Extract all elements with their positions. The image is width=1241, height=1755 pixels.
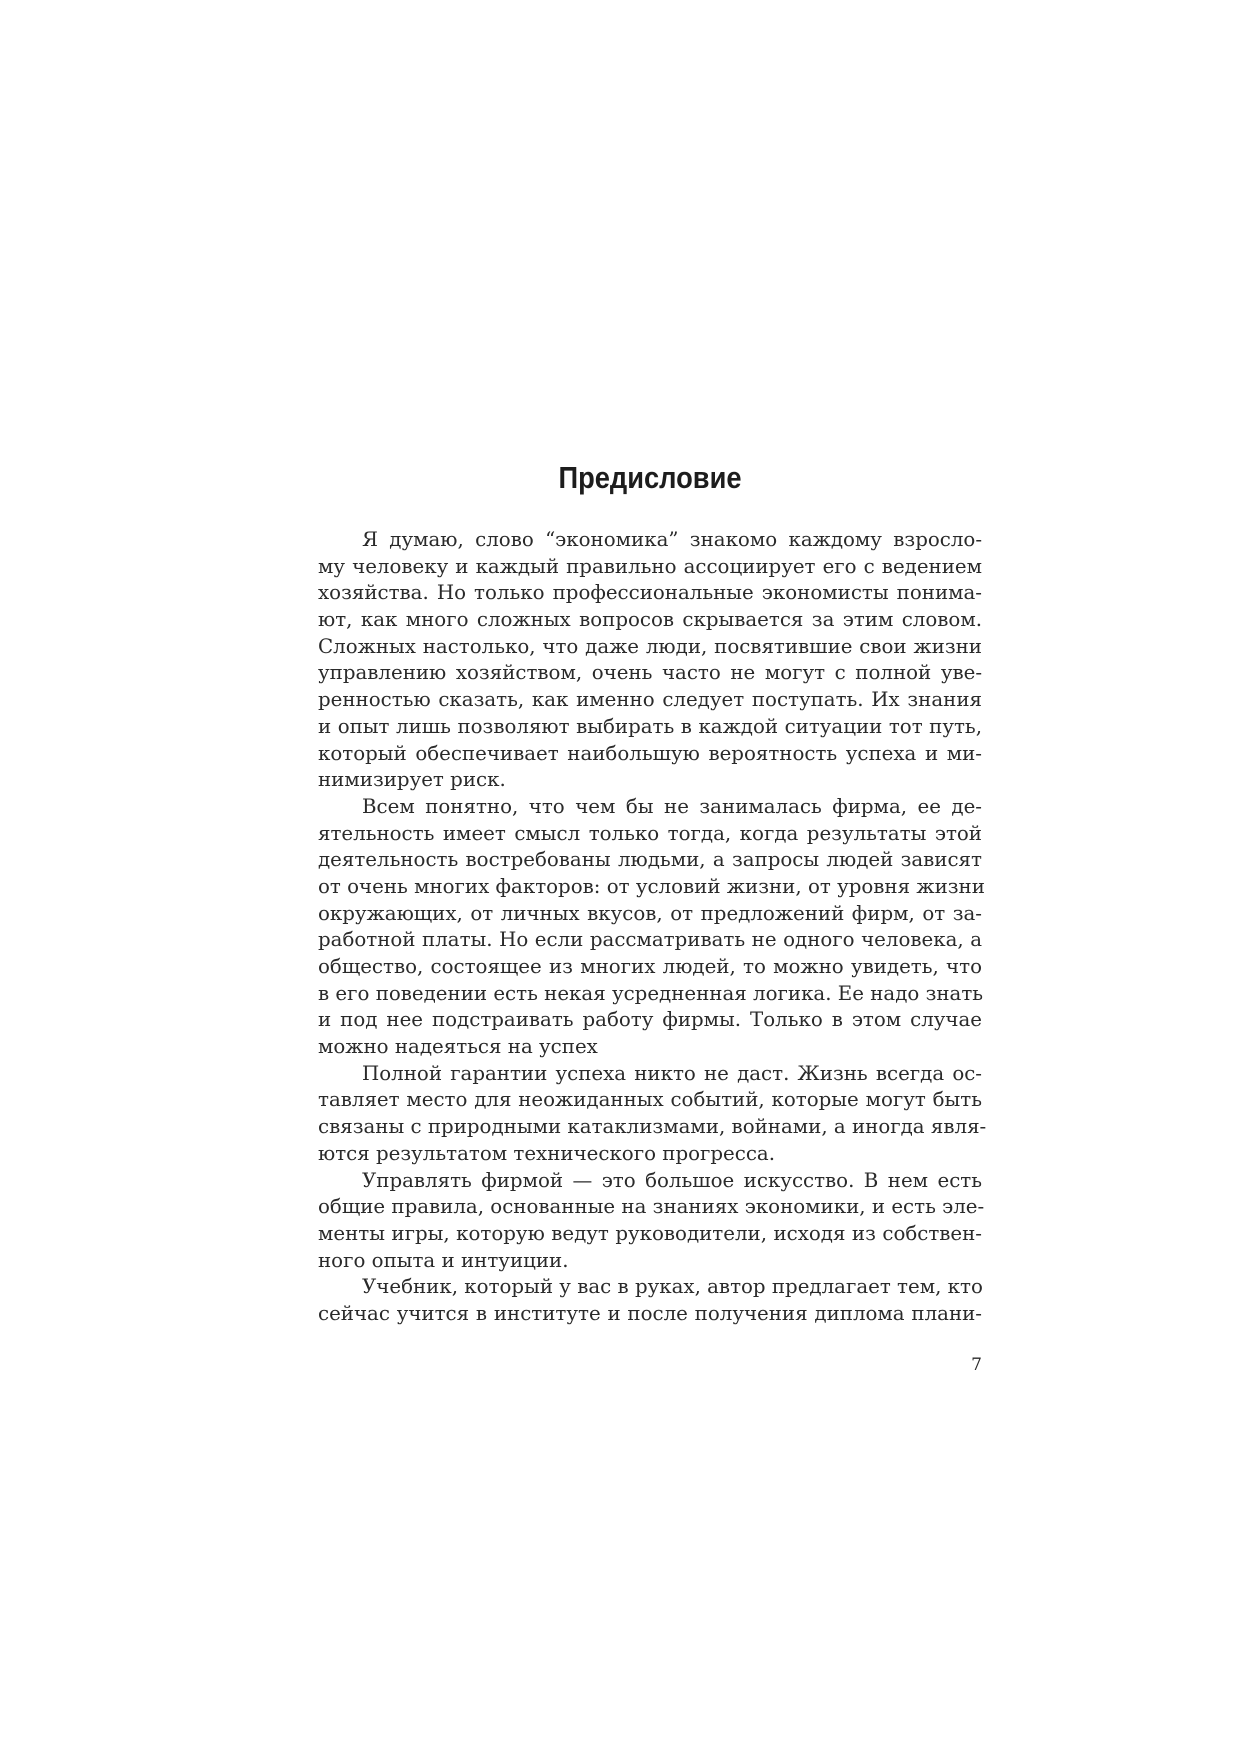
text-line: можно надеяться на успех (318, 1035, 598, 1059)
text-line: и под нее подстраивать работу фирмы. Только в этом случае (318, 1008, 982, 1032)
text-line: ются результатом технического прогресса. (318, 1141, 776, 1165)
text-line: Всем понятно, что чем бы не занималась фирма, ее де- (362, 794, 982, 818)
page-number: 7 (971, 1355, 982, 1375)
text-line: ного опыта и интуиции. (318, 1248, 569, 1272)
text-line: ренностью сказать, как именно следует поступать. Их знания (318, 688, 982, 712)
text-line: нимизирует риск. (318, 768, 506, 792)
text-line: в его поведении есть некая усредненная логика. Ее надо знать (318, 981, 984, 1005)
text-line: управлению хозяйством, очень часто не могут с полной уве- (318, 661, 982, 685)
text-line: хозяйства. Но только профессиональные экономисты понима- (318, 581, 982, 605)
text-line: общие правила, основанные на знаниях экономики, и есть эле- (318, 1195, 985, 1219)
text-line: тавляет место для неожиданных событий, которые могут быть (318, 1088, 982, 1112)
paragraph (318, 1061, 987, 1168)
text-line: Сложных настолько, что даже люди, посвятившие свои жизни (318, 634, 982, 658)
text-line: общество, состоящее из многих людей, то можно увидеть, что (318, 955, 982, 978)
text-line: работной платы. Но если рассматривать не одного человека, а (318, 928, 982, 952)
text-line: Управлять фирмой — это большое искусство. В нем есть (362, 1168, 982, 1192)
paragraph (318, 1168, 985, 1275)
text-line: ют, как много сложных вопросов скрывается за этим словом. (318, 608, 982, 632)
text-line: окружающих, от личных вкусов, от предложений фирм, от за- (318, 901, 982, 925)
paragraph (318, 794, 985, 1061)
paragraph (318, 1274, 982, 1327)
text-line: Я думаю, слово “экономика” знакомо каждому взросло- (362, 528, 982, 551)
text-line: который обеспечивает наибольшую вероятность успеха и ми- (318, 741, 982, 765)
text-line: Полной гарантии успеха никто не даст. Жизнь всегда ос- (362, 1061, 982, 1085)
page-title: Предисловие (558, 460, 742, 495)
text-line: менты игры, которую ведут руководители, исходя из собствен- (318, 1221, 982, 1245)
body-text (318, 527, 987, 1328)
text-line: Учебник, который у вас в руках, автор предлагает тем, кто (362, 1275, 983, 1299)
text-line: ятельность имеет смысл только тогда, когда результаты этой (318, 821, 982, 845)
text-line: деятельность востребованы людьми, а запросы людей зависят (318, 848, 982, 872)
text-line: от очень многих факторов: от условий жизни, от уровня жизни (318, 874, 985, 898)
paragraph (318, 527, 982, 794)
text-line: связаны с природными катаклизмами, войнами, а иногда явля- (318, 1115, 987, 1139)
text-line: и опыт лишь позволяют выбирать в каждой ситуации тот путь, (318, 714, 982, 738)
text-line: му человеку и каждый правильно ассоциирует его с ведением (318, 554, 982, 578)
text-line: сейчас учится в институте и после получения диплома плани- (318, 1301, 982, 1325)
